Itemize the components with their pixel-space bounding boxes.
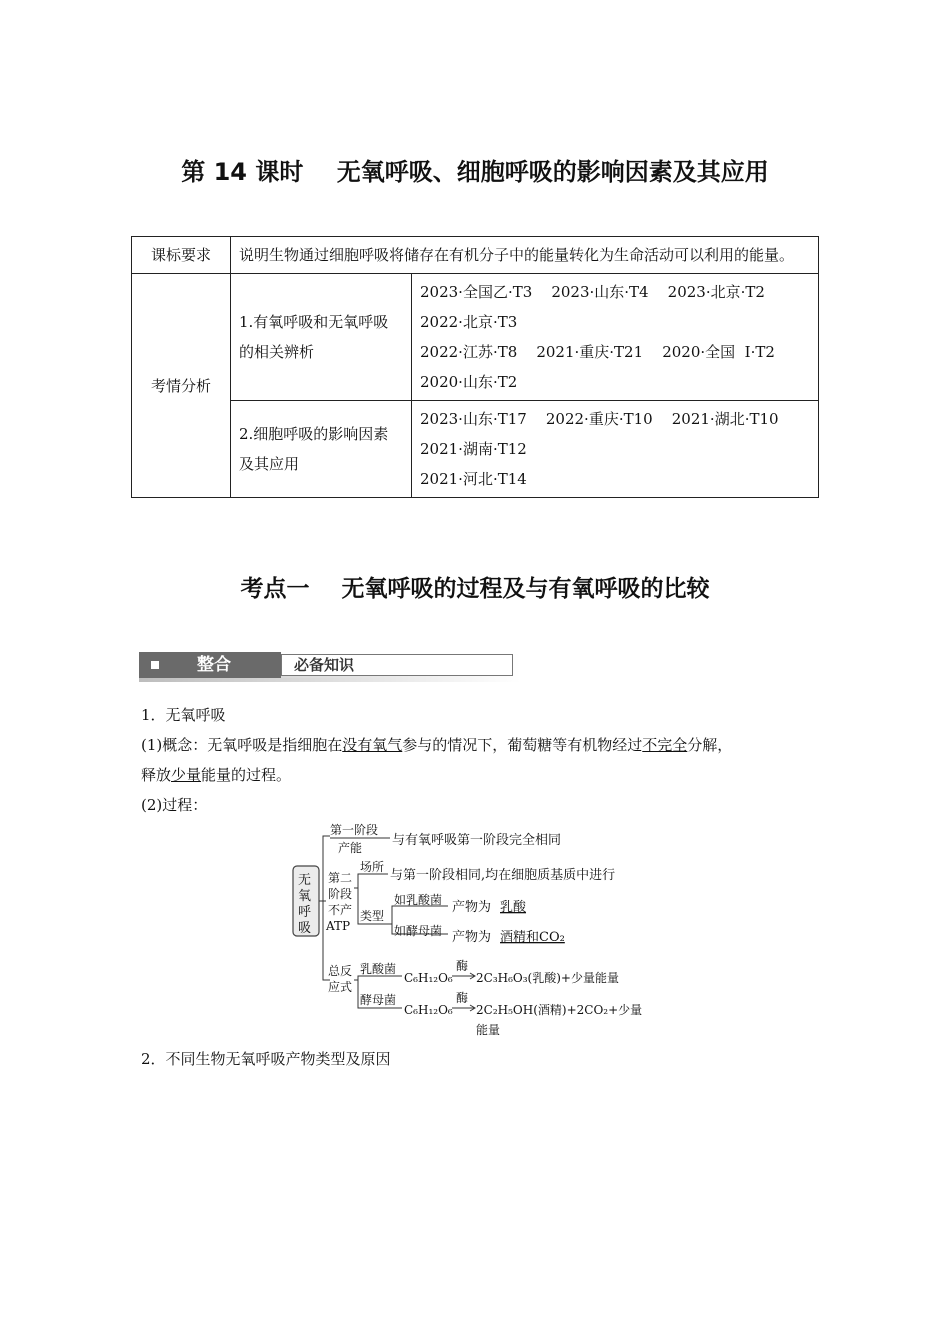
type-label: 类型	[360, 909, 385, 923]
requirements-text: 说明生物通过细胞呼吸将储存在有机分子中的能量转化为生命活动可以利用的能量。	[231, 237, 819, 274]
eq1-lhs: C₆H₁₂O₆	[404, 971, 453, 985]
topic-1-refs	[412, 274, 819, 401]
root-char: 呼	[298, 905, 312, 920]
anaerobic-process-diagram	[290, 818, 670, 1044]
square-icon	[151, 661, 159, 669]
table-row	[132, 401, 819, 498]
eq2-rhs-cont: 能量	[476, 1023, 501, 1037]
root-char: 无	[298, 873, 312, 888]
topic-1: 1.有氧呼吸和无氧呼吸的相关辨析	[231, 274, 412, 401]
ref-line: 2023·山东·T17 2022·重庆·T10 2021·湖北·T10	[420, 410, 779, 428]
paragraph-concept: (1)概念：无氧呼吸是指细胞在没有氧气参与的情况下，葡萄糖等有机物经过不完全分解，	[141, 736, 733, 754]
topic-2: 2.细胞呼吸的影响因素及其应用	[231, 401, 412, 498]
ref-line: 2022·北京·T3	[420, 313, 518, 331]
table-row	[132, 274, 819, 401]
lactic-product: 乳酸	[500, 900, 527, 915]
banner-right: 必备知识	[281, 654, 513, 676]
stage-2-char: ATP	[326, 919, 351, 933]
topic-2-refs	[412, 401, 819, 498]
ref-line: 2021·河北·T14	[420, 470, 527, 488]
place-text: 与第一阶段相同,均在细胞质基质中进行	[390, 868, 616, 883]
stage-1-produce: 产能	[338, 841, 363, 855]
stage-1-label: 第一阶段	[330, 823, 379, 837]
page-title: 第 14 课时 无氧呼吸、细胞呼吸的影响因素及其应用	[181, 158, 769, 186]
ref-line: 2020·山东·T2	[420, 373, 518, 391]
eq2-lhs: C₆H₁₂O₆	[404, 1003, 453, 1017]
ref-line: 2022·江苏·T8 2021·重庆·T21 2020·全国 Ⅰ·T2	[420, 343, 775, 361]
eq2-rhs: 2C₂H₅OH(酒精)+2CO₂+少量	[476, 1003, 643, 1017]
eq2-enzyme: 酶	[456, 991, 469, 1005]
stage-2-char: 第二	[328, 871, 353, 885]
section-banner	[139, 652, 521, 684]
eq2-organism: 酵母菌	[360, 993, 397, 1007]
row-label-analysis: 考情分析	[132, 274, 231, 498]
eq1-rhs: 2C₃H₆O₃(乳酸)+少量能量	[476, 971, 619, 985]
table-row	[132, 237, 819, 274]
ref-line: 2023·全国乙·T3 2023·山东·T4 2023·北京·T2	[420, 283, 765, 301]
paragraph-process: (2)过程：	[141, 796, 208, 814]
yeast-text: 产物为	[452, 930, 492, 945]
curriculum-table	[131, 236, 819, 498]
eq1-organism: 乳酸菌	[360, 962, 397, 976]
section-title: 考点一 无氧呼吸的过程及与有氧呼吸的比较	[240, 576, 710, 602]
stage-1-text: 与有氧呼吸第一阶段完全相同	[392, 833, 562, 848]
root-char: 吸	[298, 921, 312, 936]
place-label: 场所	[360, 860, 385, 874]
total-char: 应式	[328, 980, 353, 994]
yeast-product: 酒精和CO₂	[500, 930, 565, 945]
heading-1: 1．无氧呼吸	[141, 706, 226, 724]
root-char: 氧	[298, 889, 312, 904]
lactic-bacteria-label: 如乳酸菌	[394, 893, 443, 907]
stage-2-char: 阶段	[328, 887, 353, 901]
stage-2-char: 不产	[328, 903, 353, 917]
banner-left	[139, 652, 281, 678]
row-label-requirements: 课标要求	[132, 237, 231, 274]
yeast-label: 如酵母菌	[394, 924, 443, 938]
heading-2: 2．不同生物无氧呼吸产物类型及原因	[141, 1050, 391, 1068]
ref-line: 2021·湖南·T12	[420, 440, 527, 458]
banner-left-label: 整合	[197, 655, 231, 675]
lactic-text: 产物为	[452, 900, 492, 915]
total-char: 总反	[328, 964, 353, 978]
eq1-enzyme: 酶	[456, 959, 469, 973]
paragraph-concept-cont: 释放少量能量的过程。	[141, 766, 292, 784]
